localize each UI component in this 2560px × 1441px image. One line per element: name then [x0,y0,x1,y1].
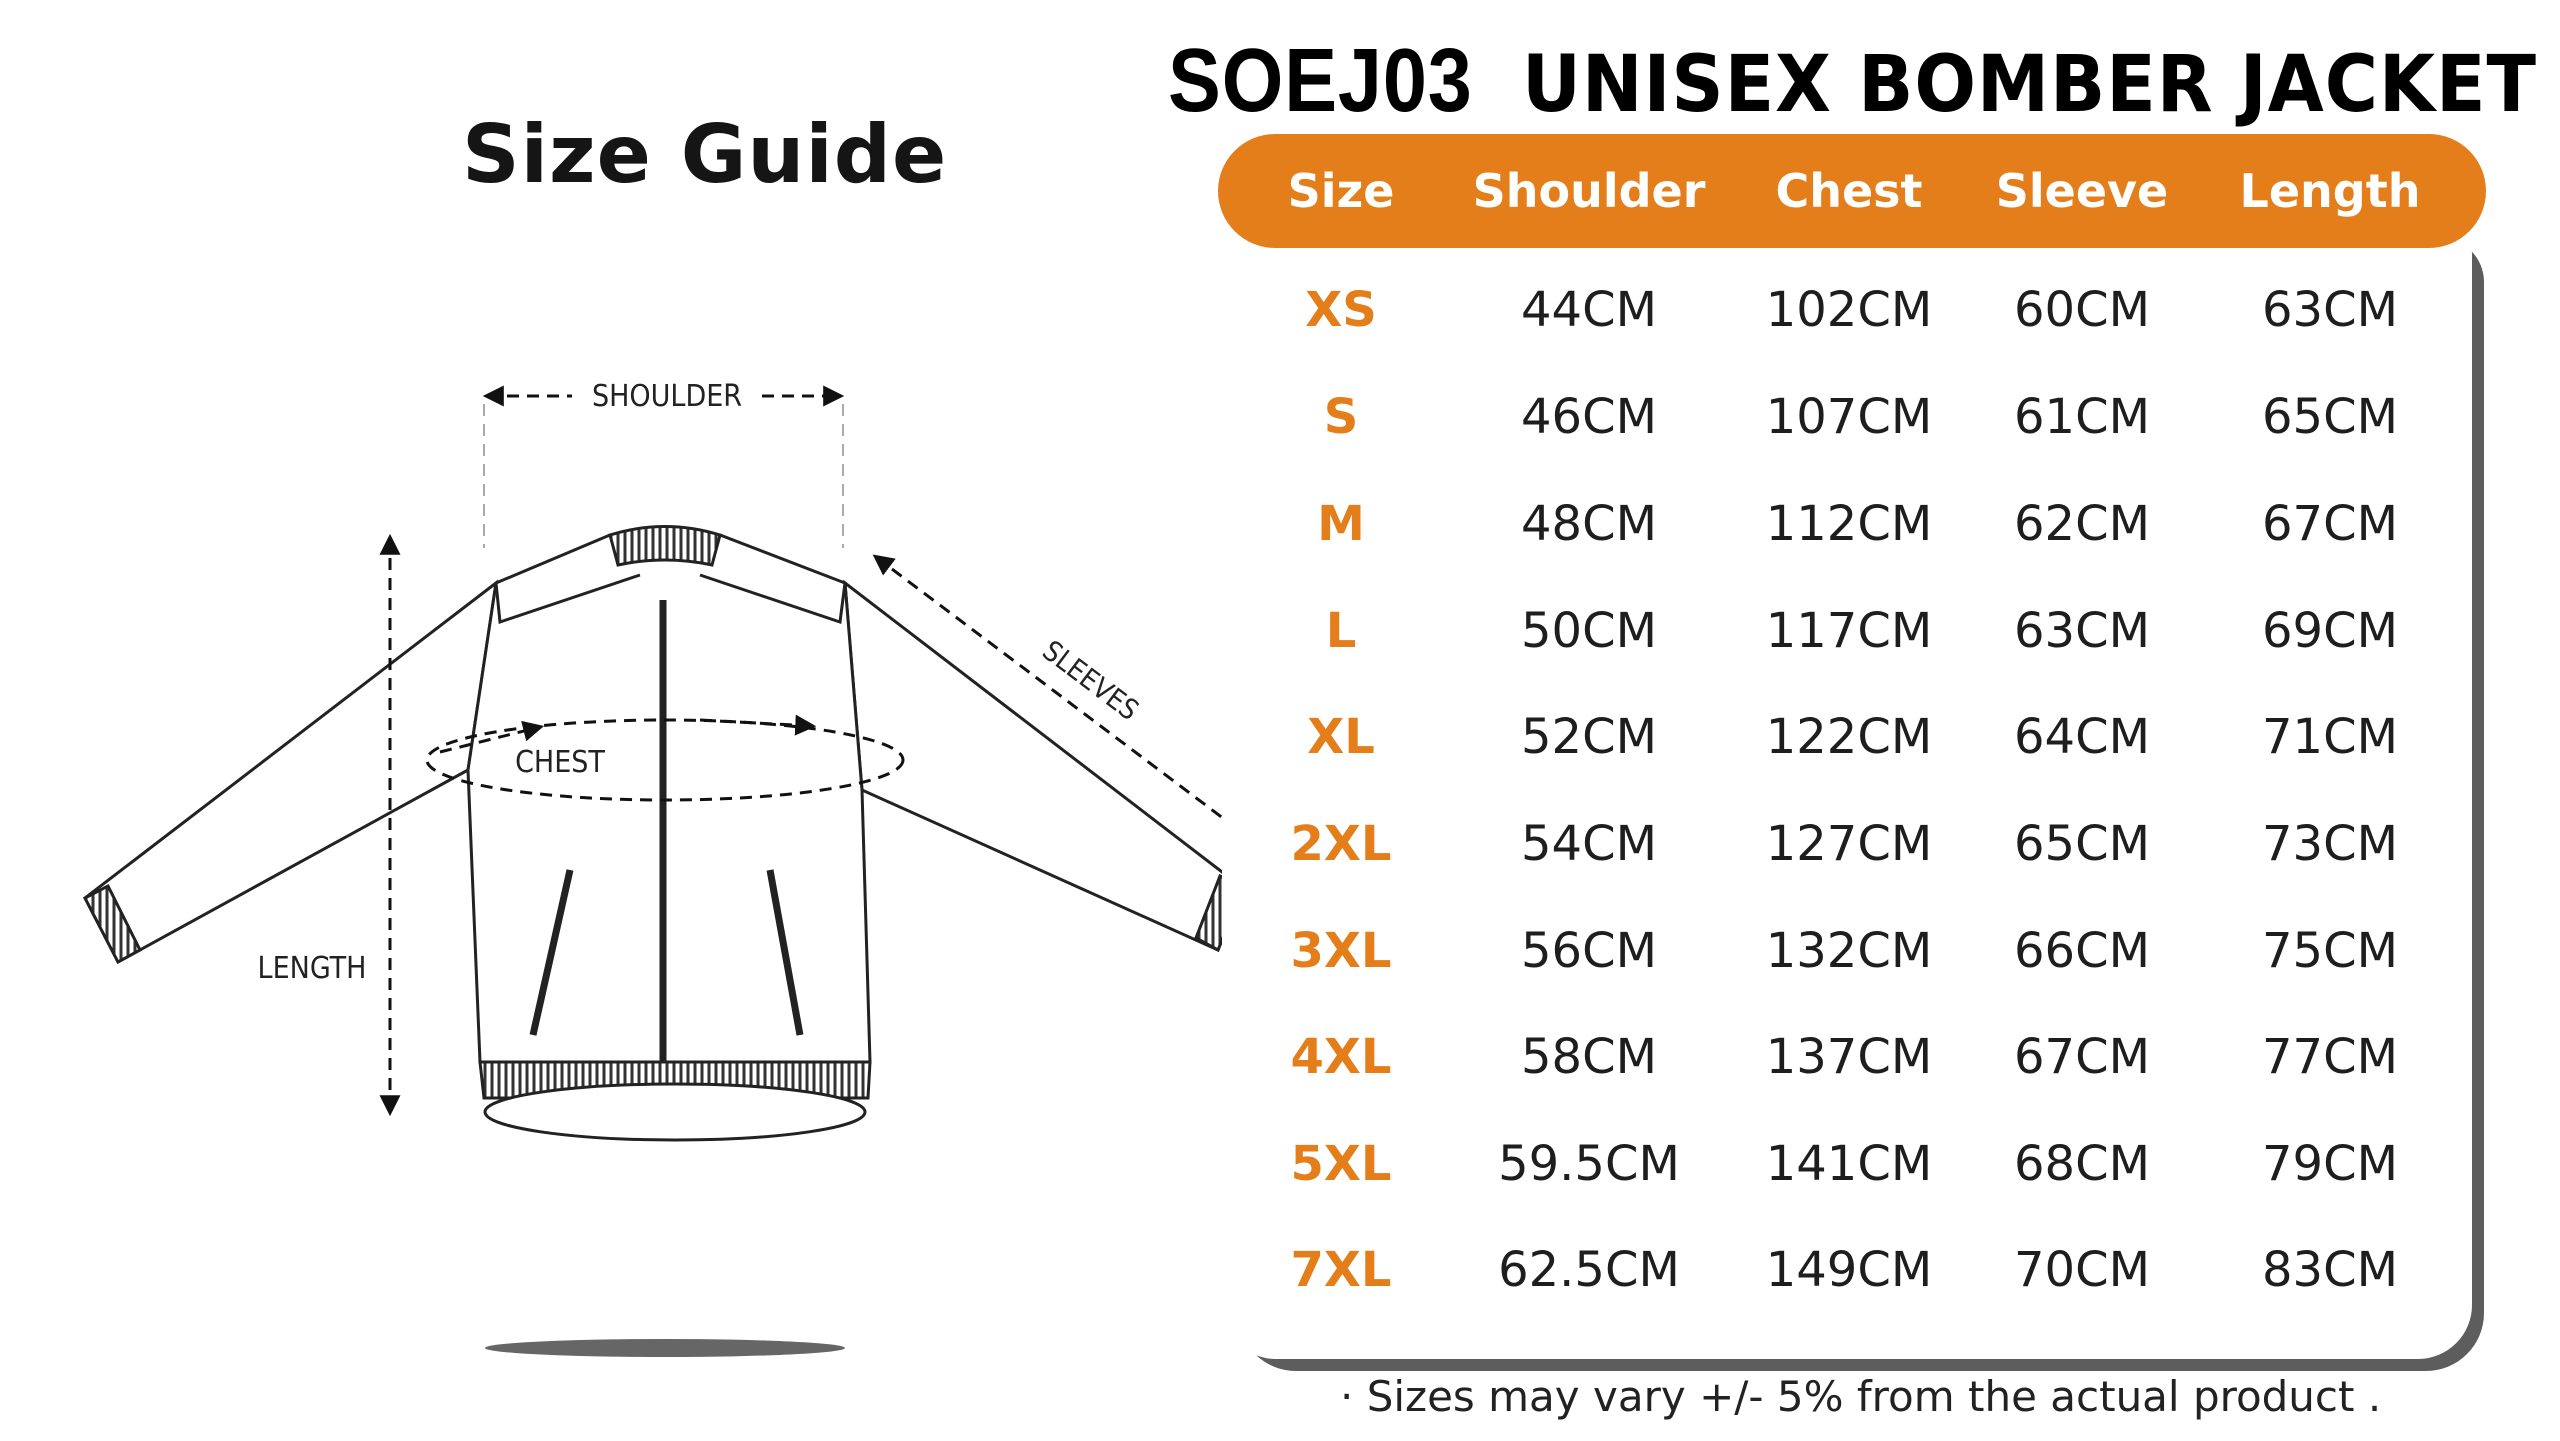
chest-cell: 102CM [1765,282,1933,338]
length-cell: 73CM [2261,816,2399,872]
sleeve-cell: 65CM [2013,816,2151,872]
length-cell: 67CM [2261,496,2399,552]
product-name: UNISEX BOMBER JACKET [1522,40,2538,130]
size-cell: 5XL [1290,1136,1392,1192]
size-cell: 7XL [1290,1242,1392,1298]
table-row [0,804,2560,884]
chest-cell: 107CM [1765,389,1933,445]
table-row [0,1230,2560,1310]
sleeve-cell: 64CM [2013,709,2151,765]
sleeve-cell: 63CM [2013,603,2151,659]
shoulder-cell: 62.5CM [1498,1242,1680,1298]
sleeves-label: SLEEVES [1036,633,1145,727]
sleeve-cell: 60CM [2013,282,2151,338]
chest-cell: 127CM [1765,816,1933,872]
shoulder-cell: 44CM [1520,282,1658,338]
header-length: Length [2239,164,2421,218]
ground-shadow [485,1339,845,1357]
sleeve-cell: 67CM [2013,1029,2151,1085]
shoulder-cell: 58CM [1520,1029,1658,1085]
length-cell: 69CM [2261,603,2399,659]
shoulder-cell: 46CM [1520,389,1658,445]
length-cell: 65CM [2261,389,2399,445]
header-sleeve: Sleeve [1995,164,2169,218]
sleeve-cell: 68CM [2013,1136,2151,1192]
size-cell: 2XL [1290,816,1392,872]
table-row [0,911,2560,991]
sleeve-cell: 62CM [2013,496,2151,552]
shoulder-cell: 56CM [1520,923,1658,979]
shoulder-cell: 50CM [1520,603,1658,659]
table-row [0,1124,2560,1204]
table-row [0,377,2560,457]
sleeve-cell: 61CM [2013,389,2151,445]
header-chest: Chest [1775,164,1923,218]
product-code: SOEJ03 [1168,31,1473,131]
size-disclaimer: · Sizes may vary +/- 5% from the actual product . [1340,1372,2382,1421]
size-cell: L [1325,603,1357,659]
length-cell: 63CM [2261,282,2399,338]
table-row [0,484,2560,564]
size-cell: M [1317,496,1365,552]
size-cell: 3XL [1290,923,1392,979]
table-row [0,697,2560,777]
size-guide-title: Size Guide [462,108,948,201]
table-row [0,1017,2560,1097]
length-cell: 83CM [2261,1242,2399,1298]
shoulder-label: SHOULDER [591,379,743,414]
size-cell: S [1323,389,1359,445]
sleeve-cell: 70CM [2013,1242,2151,1298]
shoulder-cell: 52CM [1520,709,1658,765]
table-header [1218,134,2486,248]
chest-cell: 137CM [1765,1029,1933,1085]
size-cell: XL [1307,709,1375,765]
chest-cell: 117CM [1765,603,1933,659]
chest-cell: 141CM [1765,1136,1933,1192]
length-cell: 75CM [2261,923,2399,979]
size-cell: XS [1305,282,1377,338]
length-cell: 79CM [2261,1136,2399,1192]
shoulder-cell: 59.5CM [1498,1136,1680,1192]
chest-cell: 122CM [1765,709,1933,765]
length-cell: 71CM [2261,709,2399,765]
table-row [0,270,2560,350]
shoulder-cell: 48CM [1520,496,1658,552]
chest-cell: 132CM [1765,923,1933,979]
chest-cell: 149CM [1765,1242,1933,1298]
shoulder-cell: 54CM [1520,816,1658,872]
table-row [0,591,2560,671]
length-cell: 77CM [2261,1029,2399,1085]
header-shoulder: Shoulder [1472,164,1706,218]
chest-label: CHEST [515,745,605,780]
chest-cell: 112CM [1765,496,1933,552]
product-title [1168,30,2560,133]
header-size: Size [1287,164,1395,218]
length-label: LENGTH [257,951,367,986]
size-cell: 4XL [1290,1029,1392,1085]
sleeve-cell: 66CM [2013,923,2151,979]
